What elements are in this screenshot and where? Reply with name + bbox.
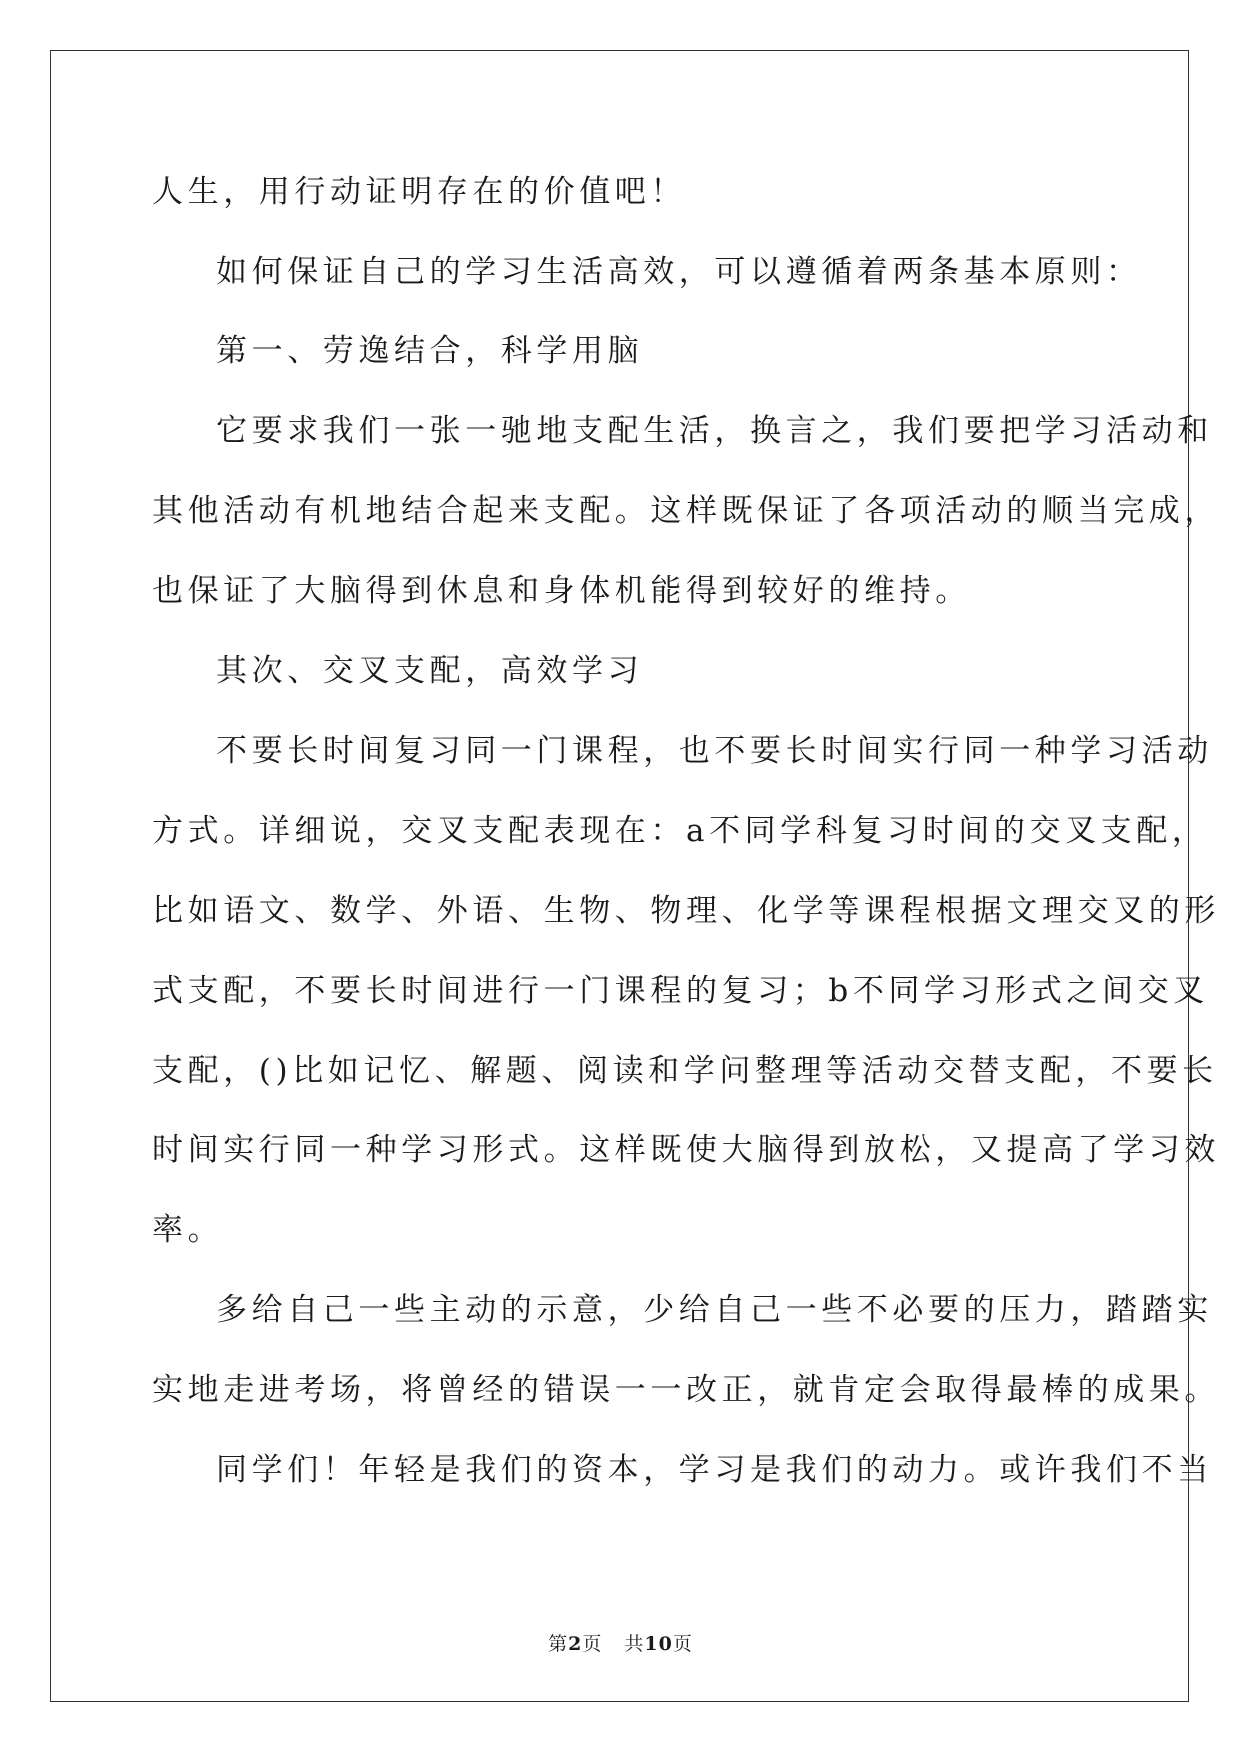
section-heading-1: 第一、劳逸结合，科学用脑 xyxy=(216,333,644,369)
page-prefix: 第 xyxy=(548,1633,569,1655)
text-line-14: 率。 xyxy=(152,1212,224,1248)
page-suffix: 页 xyxy=(582,1633,603,1655)
page-number: 2 xyxy=(568,1633,583,1655)
text-line-4: 它要求我们一张一驰地支配生活，换言之，我们要把学习活动和 xyxy=(216,413,1213,449)
text-line-6: 也保证了大脑得到休息和身体机能得到较好的维持。 xyxy=(152,573,971,609)
text-line-16: 实地走进考场，将曾经的错误一一改正，就肯定会取得最棒的成果。 xyxy=(152,1372,1220,1408)
text-line-12: 支配，()比如记忆、解题、阅读和学问整理等活动交替支配，不要长 xyxy=(152,1053,1218,1089)
text-line-5: 其他活动有机地结合起来支配。这样既保证了各项活动的顺当完成， xyxy=(152,493,1220,529)
text-line-17: 同学们！年轻是我们的资本，学习是我们的动力。或许我们不当 xyxy=(216,1452,1213,1488)
text-line-10: 比如语文、数学、外语、生物、物理、化学等课程根据文理交叉的形 xyxy=(152,893,1220,929)
text-line-8: 不要长时间复习同一门课程，也不要长时间实行同一种学习活动 xyxy=(216,733,1213,769)
total-suffix: 页 xyxy=(672,1633,693,1655)
text-line-11: 式支配，不要长时间进行一门课程的复习；b不同学习形式之间交叉 xyxy=(152,973,1209,1009)
section-heading-2: 其次、交叉支配，高效学习 xyxy=(216,653,644,689)
text-line-1: 人生，用行动证明存在的价值吧！ xyxy=(152,174,686,210)
text-line-2: 如何保证自己的学习生活高效，可以遵循着两条基本原则： xyxy=(216,254,1142,290)
text-line-13: 时间实行同一种学习形式。这样既使大脑得到放松，又提高了学习效 xyxy=(152,1132,1220,1168)
total-pages: 10 xyxy=(644,1633,673,1655)
page-footer xyxy=(0,1631,1241,1657)
text-line-9: 方式。详细说，交叉支配表现在：a不同学科复习时间的交叉支配， xyxy=(152,813,1208,849)
total-prefix: 共 xyxy=(624,1633,645,1655)
text-line-15: 多给自己一些主动的示意，少给自己一些不必要的压力，踏踏实 xyxy=(216,1292,1213,1328)
